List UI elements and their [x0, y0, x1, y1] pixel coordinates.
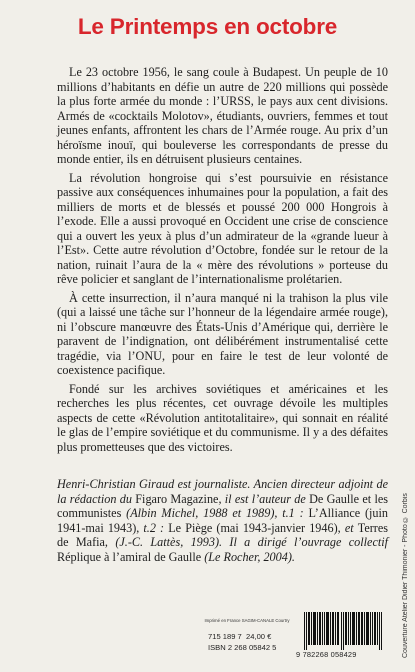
barcode	[296, 612, 388, 658]
bio-segment: Henri-Christian Giraud est journaliste. Ancien directeur adjoint de la rédaction du	[57, 477, 388, 506]
bio-segment: (Albin Michel, 1988 et 1989), t.1 :	[126, 506, 309, 520]
isbn: ISBN 2 268 05842 5	[208, 643, 277, 652]
bio-segment: Le Piège (mai 1943-janvier 1946),	[168, 520, 345, 535]
barcode-digits: 9 782268 058429	[296, 650, 357, 659]
barcode-bars-icon	[304, 612, 384, 650]
bio-segment: De Gaulle et les communistes	[57, 491, 389, 520]
book-meta	[208, 631, 276, 653]
printer-line: Imprimé en France SAGIM-CANALE Courtry	[204, 618, 290, 623]
book-title: Le Printemps en octobre	[77, 14, 338, 39]
bio-segment: (J.-C. Lattès, 1993). Il a dirigé l’ouvrage collectif	[115, 535, 389, 549]
bio-segment: et	[344, 520, 358, 535]
product-code: 715 189 7	[208, 632, 242, 641]
bio-segment: Figaro Magazine	[135, 491, 219, 506]
bio-segment: L’Alliance (juin 1941-mai 1943),	[57, 506, 388, 535]
back-cover-text	[57, 65, 388, 458]
cover-credit: Couverture Atelier Didier Thimonier - Photo © Corbis	[402, 493, 409, 658]
bio-segment: Terres de Mafia,	[57, 520, 389, 549]
bio-segment: (Le Rocher, 2004).	[204, 549, 295, 564]
bio-segment: , il est l’auteur de	[218, 491, 310, 506]
bio-segment: t.2 :	[143, 520, 169, 535]
paragraph-4: Fondé sur les archives soviétiques et américaines et les recherches les plus récentes, cet ouvrage dévoile les multiples aspects de cette «Révolution antitotalitaire», qui sonnait en réalité le glas de l’empire soviétique et du communisme. Il y a des défaites plus prometteuses que des victoires.	[57, 381, 388, 454]
bio-segment: Réplique à l’amiral de Gaulle	[57, 549, 205, 564]
paragraph-2: La révolution hongroise qui s’est poursuivie en résistance passive aux conséquences inhumaines pour la population, a fait des milliers de morts et de blessés et poussé 200 000 Hongrois à l’exode. Elle a aussi provoqué en Occident une crise de conscience qui a ouvert les yeux à plus d’un admirateur de la «grande lueur à l’Est». Cette autre révolution d’Octobre, fondée sur le retour de la nation, ruinait l’aura de la « mère des révolutions » porteuse du rêve policier et sanglant de l’internationalisme prolétarien.	[57, 170, 388, 286]
paragraph-3: À cette insurrection, il n’aura manqué ni la trahison la plus vile (qui a laissé une tâche sur l’honneur de la légendaire armée rouge), ni l’obscure manœuvre des États-Unis d’Amérique qui, derrière le paravent de l’indignation, ont délibérément instrumentalisé cette tragédie, via l’ONU, pour en faire le test de leur volonté de coexistence pacifique.	[57, 290, 388, 377]
paragraph-1: Le 23 octobre 1956, le sang coule à Budapest. Un peuple de 10 millions d’habitants en défie un autre de 220 millions qui possède la plus forte armée du monde : l’URSS, le pays aux cent divisions. Armés de «cocktails Molotov», étudiants, ouvriers, femmes et tout jeunes enfants, affrontent les chars de l’Armée rouge. Au prix d’un héroïsme inouï, qui bouleverse les correspondants de presse du monde entier, ils en détruisent plusieurs centaines.	[57, 65, 388, 166]
price: 24,00 €	[246, 632, 272, 641]
author-bio	[57, 477, 388, 564]
